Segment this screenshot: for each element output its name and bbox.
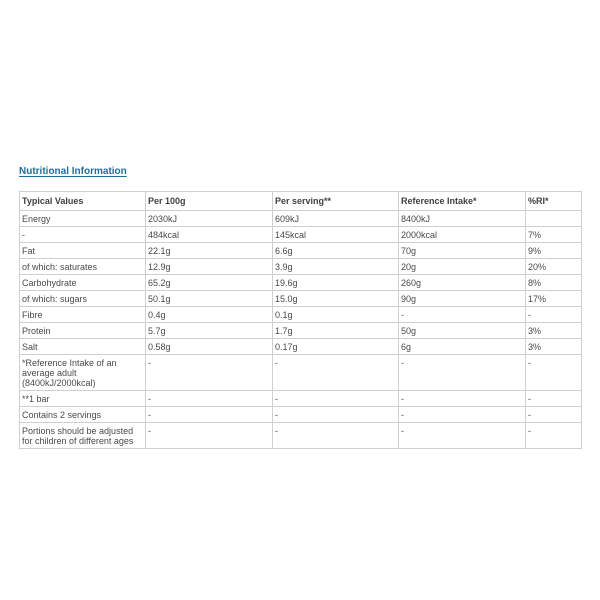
column-header-typical-values: Typical Values <box>20 192 146 211</box>
cell-nutrient: **1 bar <box>20 391 146 407</box>
cell-reference-intake: 70g <box>399 243 526 259</box>
cell-per-serving: 19.6g <box>273 275 399 291</box>
cell-percent-ri: 3% <box>526 323 582 339</box>
cell-reference-intake: 90g <box>399 291 526 307</box>
table-row <box>20 323 582 339</box>
cell-per-serving: - <box>273 355 399 391</box>
cell-nutrient: of which: sugars <box>20 291 146 307</box>
cell-nutrient: Fibre <box>20 307 146 323</box>
cell-percent-ri: 9% <box>526 243 582 259</box>
cell-nutrient: Carbohydrate <box>20 275 146 291</box>
column-header-per-serving: Per serving** <box>273 192 399 211</box>
cell-per-100g: 5.7g <box>146 323 273 339</box>
cell-reference-intake: - <box>399 423 526 449</box>
cell-reference-intake: 2000kcal <box>399 227 526 243</box>
cell-per-100g: - <box>146 423 273 449</box>
cell-per-serving: 15.0g <box>273 291 399 307</box>
cell-per-100g: 484kcal <box>146 227 273 243</box>
cell-per-100g: 0.58g <box>146 339 273 355</box>
table-row <box>20 339 582 355</box>
cell-percent-ri: 7% <box>526 227 582 243</box>
table-row <box>20 243 582 259</box>
cell-per-100g: 12.9g <box>146 259 273 275</box>
cell-reference-intake: - <box>399 407 526 423</box>
nutrition-table <box>19 191 582 449</box>
table-row <box>20 407 582 423</box>
cell-per-serving: 0.1g <box>273 307 399 323</box>
cell-percent-ri: - <box>526 423 582 449</box>
cell-per-serving: 6.6g <box>273 243 399 259</box>
cell-nutrient: Protein <box>20 323 146 339</box>
cell-per-serving: 1.7g <box>273 323 399 339</box>
cell-per-serving: - <box>273 407 399 423</box>
column-header-reference-intake: Reference Intake* <box>399 192 526 211</box>
table-header-row <box>20 192 582 211</box>
cell-percent-ri: 20% <box>526 259 582 275</box>
cell-per-serving: 0.17g <box>273 339 399 355</box>
column-header-percent-ri: %RI* <box>526 192 582 211</box>
table-body <box>20 211 582 449</box>
cell-per-100g: 50.1g <box>146 291 273 307</box>
cell-per-100g: 22.1g <box>146 243 273 259</box>
cell-per-serving: - <box>273 391 399 407</box>
cell-nutrient: *Reference Intake of an average adult (8400kJ/2000kcal) <box>20 355 146 391</box>
table-row <box>20 355 582 391</box>
cell-percent-ri: - <box>526 355 582 391</box>
cell-reference-intake: 6g <box>399 339 526 355</box>
cell-per-100g: - <box>146 407 273 423</box>
cell-nutrient: Salt <box>20 339 146 355</box>
table-row <box>20 307 582 323</box>
table-row <box>20 211 582 227</box>
table-row <box>20 423 582 449</box>
cell-per-serving: 3.9g <box>273 259 399 275</box>
cell-percent-ri <box>526 211 582 227</box>
cell-reference-intake: 50g <box>399 323 526 339</box>
table-row <box>20 227 582 243</box>
cell-per-serving: 609kJ <box>273 211 399 227</box>
cell-reference-intake: 8400kJ <box>399 211 526 227</box>
table-row <box>20 391 582 407</box>
cell-percent-ri: - <box>526 407 582 423</box>
cell-nutrient: Energy <box>20 211 146 227</box>
cell-nutrient: Fat <box>20 243 146 259</box>
table-row <box>20 275 582 291</box>
table-row <box>20 291 582 307</box>
cell-percent-ri: 3% <box>526 339 582 355</box>
cell-percent-ri: 17% <box>526 291 582 307</box>
section-title: Nutritional Information <box>19 166 127 177</box>
cell-per-100g: - <box>146 391 273 407</box>
column-header-per-100g: Per 100g <box>146 192 273 211</box>
cell-reference-intake: 260g <box>399 275 526 291</box>
cell-percent-ri: - <box>526 307 582 323</box>
cell-per-100g: 2030kJ <box>146 211 273 227</box>
cell-per-serving: - <box>273 423 399 449</box>
cell-reference-intake: - <box>399 307 526 323</box>
cell-per-100g: - <box>146 355 273 391</box>
cell-percent-ri: 8% <box>526 275 582 291</box>
cell-nutrient: Portions should be adjusted for children of different ages <box>20 423 146 449</box>
cell-per-100g: 0.4g <box>146 307 273 323</box>
table-row <box>20 259 582 275</box>
cell-per-100g: 65.2g <box>146 275 273 291</box>
cell-reference-intake: - <box>399 355 526 391</box>
cell-nutrient: of which: saturates <box>20 259 146 275</box>
cell-per-serving: 145kcal <box>273 227 399 243</box>
cell-reference-intake: 20g <box>399 259 526 275</box>
cell-percent-ri: - <box>526 391 582 407</box>
cell-nutrient: - <box>20 227 146 243</box>
cell-reference-intake: - <box>399 391 526 407</box>
cell-nutrient: Contains 2 servings <box>20 407 146 423</box>
